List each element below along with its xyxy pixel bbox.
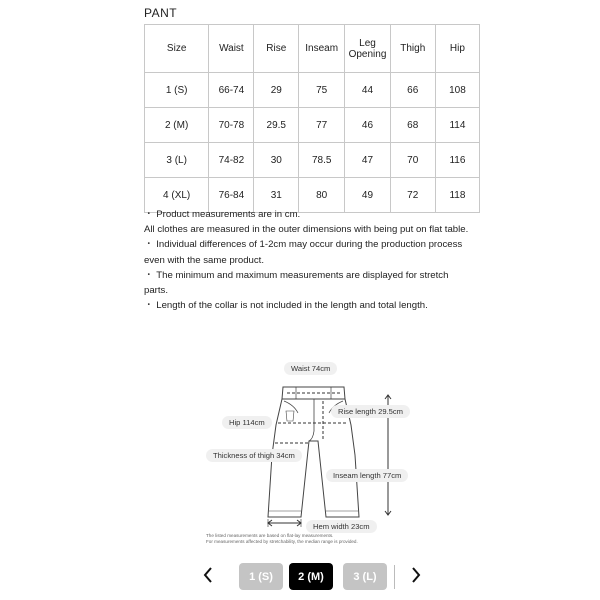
note-line: ・ Length of the collar is not included in the length and total length. xyxy=(144,300,428,312)
diagram-footnote: For measurements affected by stretchability, the median range is provided. xyxy=(206,539,358,544)
table-header-row xyxy=(145,25,480,73)
table-cell: 46 xyxy=(345,108,390,143)
table-cell: 72 xyxy=(390,178,435,213)
table-cell: 3 (L) xyxy=(145,143,209,178)
chevron-left-icon[interactable] xyxy=(202,566,214,590)
table-cell: 1 (S) xyxy=(145,73,209,108)
chevron-right-icon[interactable] xyxy=(410,566,422,590)
note-line: ・ Individual differences of 1-2cm may occur during the production process even with the same product. xyxy=(144,239,463,266)
waist-label: Waist 74cm xyxy=(284,362,337,375)
size-navigation xyxy=(0,563,600,591)
table-cell: 108 xyxy=(435,73,479,108)
header-leg-opening: Leg Opening xyxy=(345,25,390,73)
table-cell: 29.5 xyxy=(254,108,299,143)
note-line: All clothes are measured in the outer dimensions with being put on flat table. xyxy=(144,224,469,236)
table-cell: 66 xyxy=(390,73,435,108)
page-title: PANT xyxy=(144,6,178,20)
note-line: ・ Product measurements are in cm. xyxy=(144,209,301,220)
table-cell: 116 xyxy=(435,143,479,178)
divider xyxy=(394,565,395,589)
table-cell: 2 (M) xyxy=(145,108,209,143)
header-waist: Waist xyxy=(209,25,254,73)
table-cell: 74-82 xyxy=(209,143,254,178)
table-cell: 76-84 xyxy=(209,178,254,213)
diagram-footnote: The listed measurements are based on flat-lay measurements. xyxy=(206,533,334,538)
thigh-label: Thickness of thigh 34cm xyxy=(206,449,302,462)
table-cell: 31 xyxy=(254,178,299,213)
table-cell: 75 xyxy=(299,73,345,108)
table-cell: 68 xyxy=(390,108,435,143)
note-line: ・ The minimum and maximum measurements are displayed for stretch parts. xyxy=(144,269,449,297)
header-rise: Rise xyxy=(254,25,299,73)
table-cell: 114 xyxy=(435,108,479,143)
size-button-2-m[interactable]: 2 (M) xyxy=(289,563,333,590)
table-cell: 44 xyxy=(345,73,390,108)
table-cell: 118 xyxy=(435,178,479,213)
table-cell: 78.5 xyxy=(299,143,345,178)
hip-label: Hip 114cm xyxy=(222,416,272,429)
table-cell: 30 xyxy=(254,143,299,178)
size-button-3-l[interactable]: 3 (L) xyxy=(343,563,387,590)
size-button-1-s[interactable]: 1 (S) xyxy=(239,563,283,590)
table-row xyxy=(145,143,480,178)
table-cell: 70 xyxy=(390,143,435,178)
rise-label: Rise length 29.5cm xyxy=(331,405,410,418)
table-cell: 70-78 xyxy=(209,108,254,143)
header-size: Size xyxy=(145,25,209,73)
table-cell: 29 xyxy=(254,73,299,108)
measurement-notes xyxy=(144,207,474,313)
table-cell: 80 xyxy=(299,178,345,213)
table-cell: 66-74 xyxy=(209,73,254,108)
hem-label: Hem width 23cm xyxy=(306,520,377,533)
pants-measurement-diagram xyxy=(198,355,428,555)
table-cell: 49 xyxy=(345,178,390,213)
table-row xyxy=(145,108,480,143)
table-cell: 4 (XL) xyxy=(145,178,209,213)
table-cell: 47 xyxy=(345,143,390,178)
header-inseam: Inseam xyxy=(299,25,345,73)
inseam-label: Inseam length 77cm xyxy=(326,469,408,482)
header-hip: Hip xyxy=(435,25,479,73)
table-cell: 77 xyxy=(299,108,345,143)
table-row xyxy=(145,73,480,108)
size-table xyxy=(144,24,480,213)
header-thigh: Thigh xyxy=(390,25,435,73)
